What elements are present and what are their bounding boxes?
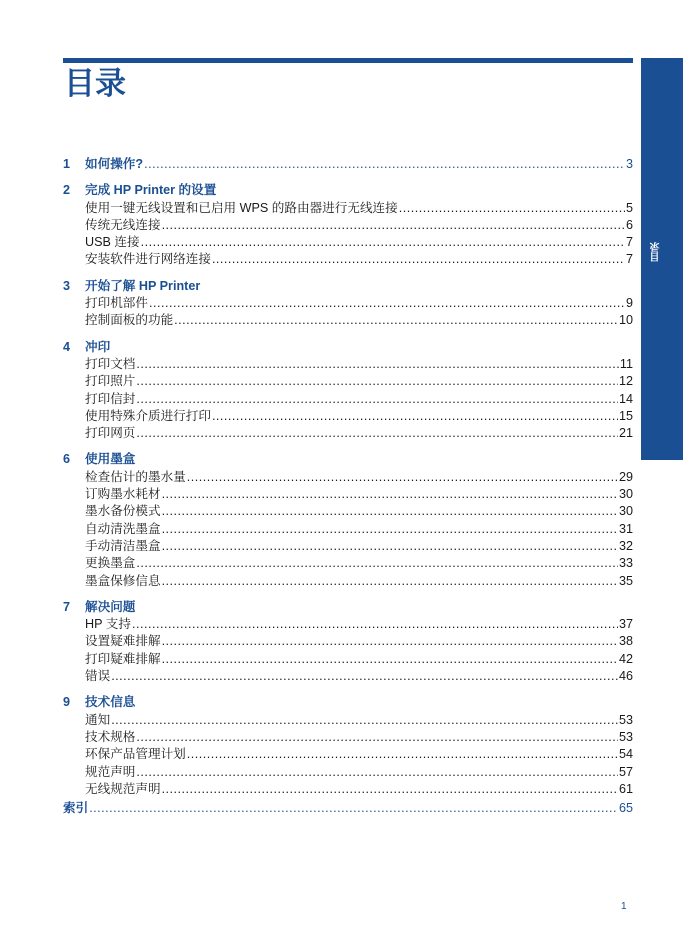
top-rule [63, 58, 633, 63]
page-ref: 21 [618, 426, 633, 441]
entry-title: 规范声明 [85, 764, 136, 779]
toc-chapter-7 [63, 599, 633, 685]
toc-entry[interactable] [63, 200, 633, 217]
toc-entry[interactable] [63, 712, 633, 729]
toc-chapter-heading[interactable] [63, 182, 633, 199]
page-ref: 12 [618, 374, 633, 389]
chapter-number: 1 [63, 157, 71, 171]
toc-entry[interactable] [63, 356, 633, 373]
chapter-title: 如何操作? [85, 157, 144, 171]
toc-entry[interactable] [63, 217, 633, 234]
entry-title: 检查估计的墨水量 [85, 469, 186, 484]
toc-chapter-6 [63, 451, 633, 589]
toc-entry[interactable] [63, 234, 633, 251]
page-ref: 15 [618, 408, 633, 423]
chapter-number: 9 [63, 695, 71, 710]
toc-chapter-heading[interactable] [63, 599, 633, 616]
leader-dots [174, 312, 618, 329]
toc-entry[interactable] [63, 503, 633, 520]
page-ref: 53 [618, 712, 633, 727]
leader-dots [162, 573, 618, 590]
page-ref: 10 [618, 313, 633, 328]
page-ref: 54 [618, 747, 633, 762]
entry-title: 传统无线连接 [85, 217, 161, 232]
toc-chapter-3 [63, 278, 633, 330]
leader-dots [162, 781, 618, 798]
page-ref: 61 [618, 781, 633, 796]
page-ref: 30 [618, 487, 633, 502]
toc-chapter-1 [63, 156, 633, 173]
leader-dots [162, 486, 618, 503]
chapter-number: 2 [63, 183, 71, 198]
page-ref: 11 [619, 356, 633, 371]
entry-title: 打印疑难排解 [85, 651, 161, 666]
leader-dots [149, 295, 625, 312]
toc-entry[interactable] [63, 312, 633, 329]
entry-title: USB 连接 [85, 235, 140, 250]
entry-title: 订购墨水耗材 [85, 487, 161, 502]
entry-title: 无线规范声明 [85, 781, 161, 796]
page-ref: 37 [618, 617, 633, 632]
toc-entry[interactable] [63, 651, 633, 668]
entry-title: 通知 [85, 712, 111, 727]
leader-dots [89, 800, 618, 817]
entry-title: 打印文档 [85, 356, 136, 371]
leader-dots [162, 217, 625, 234]
entry-title: HP 支持 [85, 617, 131, 632]
entry-title: 打印信封 [85, 391, 136, 406]
chapter-number: 7 [63, 599, 71, 614]
page-ref: 7 [625, 235, 633, 250]
chapter-title: 冲印 [85, 339, 111, 354]
leader-dots [187, 469, 618, 486]
toc-entry[interactable] [63, 486, 633, 503]
toc-entry[interactable] [63, 668, 633, 685]
toc-entry[interactable] [63, 573, 633, 590]
index-title: 索引 [63, 801, 89, 816]
entry-title: 打印网页 [85, 426, 136, 441]
entry-title: 技术规格 [85, 729, 136, 744]
page-ref: 9 [625, 296, 633, 311]
entry-title: 使用特殊介质进行打印 [85, 408, 211, 423]
entry-title: 墨水备份模式 [85, 504, 161, 519]
page-title: 目录 [64, 66, 126, 101]
page-ref: 7 [625, 252, 633, 267]
toc-entry[interactable] [63, 538, 633, 555]
entry-title: 打印照片 [85, 374, 136, 389]
chapter-number: 3 [63, 278, 71, 293]
toc-entry[interactable] [63, 469, 633, 486]
toc-chapter-heading[interactable] [63, 694, 633, 711]
leader-dots [136, 729, 618, 746]
leader-dots [136, 425, 618, 442]
toc-chapter-heading[interactable] [63, 451, 633, 468]
toc-chapter-heading[interactable] [63, 278, 633, 295]
toc-entry[interactable] [63, 373, 633, 390]
toc-entry[interactable] [63, 391, 633, 408]
entry-title: 设置疑难排解 [85, 634, 161, 649]
leader-dots [136, 373, 618, 390]
toc-chapter-4 [63, 339, 633, 443]
page-number: 1 [621, 901, 627, 912]
entry-title: 安装软件进行网络连接 [85, 252, 211, 267]
chapter-number: 4 [63, 339, 71, 354]
page-ref: 29 [618, 469, 633, 484]
page-ref: 65 [618, 801, 633, 816]
leader-dots [111, 712, 618, 729]
page-ref: 53 [618, 729, 633, 744]
page-ref: 6 [625, 217, 633, 232]
leader-dots [212, 408, 618, 425]
entry-title: 打印机部件 [85, 296, 148, 311]
toc-chapter-2 [63, 182, 633, 268]
entry-title: 更换墨盒 [85, 556, 136, 571]
toc-entry[interactable] [63, 764, 633, 781]
chapter-title: 技术信息 [85, 695, 136, 710]
page-ref: 38 [618, 634, 633, 649]
toc-entry[interactable] [63, 408, 633, 425]
page-ref: 31 [618, 521, 633, 536]
toc-index-entry[interactable] [63, 800, 633, 817]
page-ref: 5 [625, 200, 633, 215]
leader-dots [162, 521, 618, 538]
toc-chapter-heading[interactable] [63, 339, 633, 356]
leader-dots [141, 234, 625, 251]
page-ref: 3 [625, 157, 633, 171]
leader-dots [136, 555, 618, 572]
leader-dots [136, 764, 618, 781]
page-ref: 32 [618, 538, 633, 553]
entry-title: 墨盒保修信息 [85, 573, 161, 588]
toc-entry[interactable] [63, 295, 633, 312]
toc-entry[interactable] [63, 616, 633, 633]
page-ref: 30 [618, 504, 633, 519]
leader-dots [187, 746, 618, 763]
toc-entry[interactable] [63, 555, 633, 572]
toc-entry[interactable] [63, 251, 633, 268]
leader-dots [132, 616, 618, 633]
chapter-number: 6 [63, 452, 71, 467]
chapter-title: 完成 HP Printer 的设置 [85, 183, 217, 198]
leader-dots [136, 391, 618, 408]
toc-entry[interactable] [63, 633, 633, 650]
toc-chapter-heading[interactable] [63, 156, 633, 173]
leader-dots [111, 668, 618, 685]
page-ref: 33 [618, 556, 633, 571]
toc-entry[interactable] [63, 746, 633, 763]
toc-entry[interactable] [63, 521, 633, 538]
chapter-title: 开始了解 HP Printer [85, 278, 201, 293]
entry-title: 环保产品管理计划 [85, 747, 186, 762]
toc-chapter-9 [63, 694, 633, 798]
page-ref: 14 [618, 391, 633, 406]
toc-entry[interactable] [63, 729, 633, 746]
table-of-contents [63, 156, 633, 817]
page-ref: 35 [618, 573, 633, 588]
toc-entry[interactable] [63, 425, 633, 442]
page-ref: 42 [618, 651, 633, 666]
toc-entry[interactable] [63, 781, 633, 798]
leader-dots [162, 538, 618, 555]
entry-title: 控制面板的功能 [85, 313, 174, 328]
side-tab [641, 58, 683, 460]
page-ref: 46 [618, 669, 633, 684]
leader-dots [212, 251, 625, 268]
leader-dots [162, 651, 618, 668]
leader-dots [162, 503, 618, 520]
entry-title: 使用一键无线设置和已启用 WPS 的路由器进行无线连接 [85, 200, 398, 215]
leader-dots [136, 356, 619, 373]
page-ref: 57 [618, 764, 633, 779]
side-tab-label: 目录 [651, 242, 662, 262]
chapter-title: 解决问题 [85, 599, 136, 614]
leader-dots [399, 200, 625, 217]
chapter-title: 使用墨盒 [85, 452, 136, 467]
leader-dots [162, 633, 618, 650]
entry-title: 手动清洁墨盒 [85, 538, 161, 553]
entry-title: 自动清洗墨盒 [85, 521, 161, 536]
entry-title: 错误 [85, 669, 111, 684]
leader-dots [144, 156, 625, 173]
